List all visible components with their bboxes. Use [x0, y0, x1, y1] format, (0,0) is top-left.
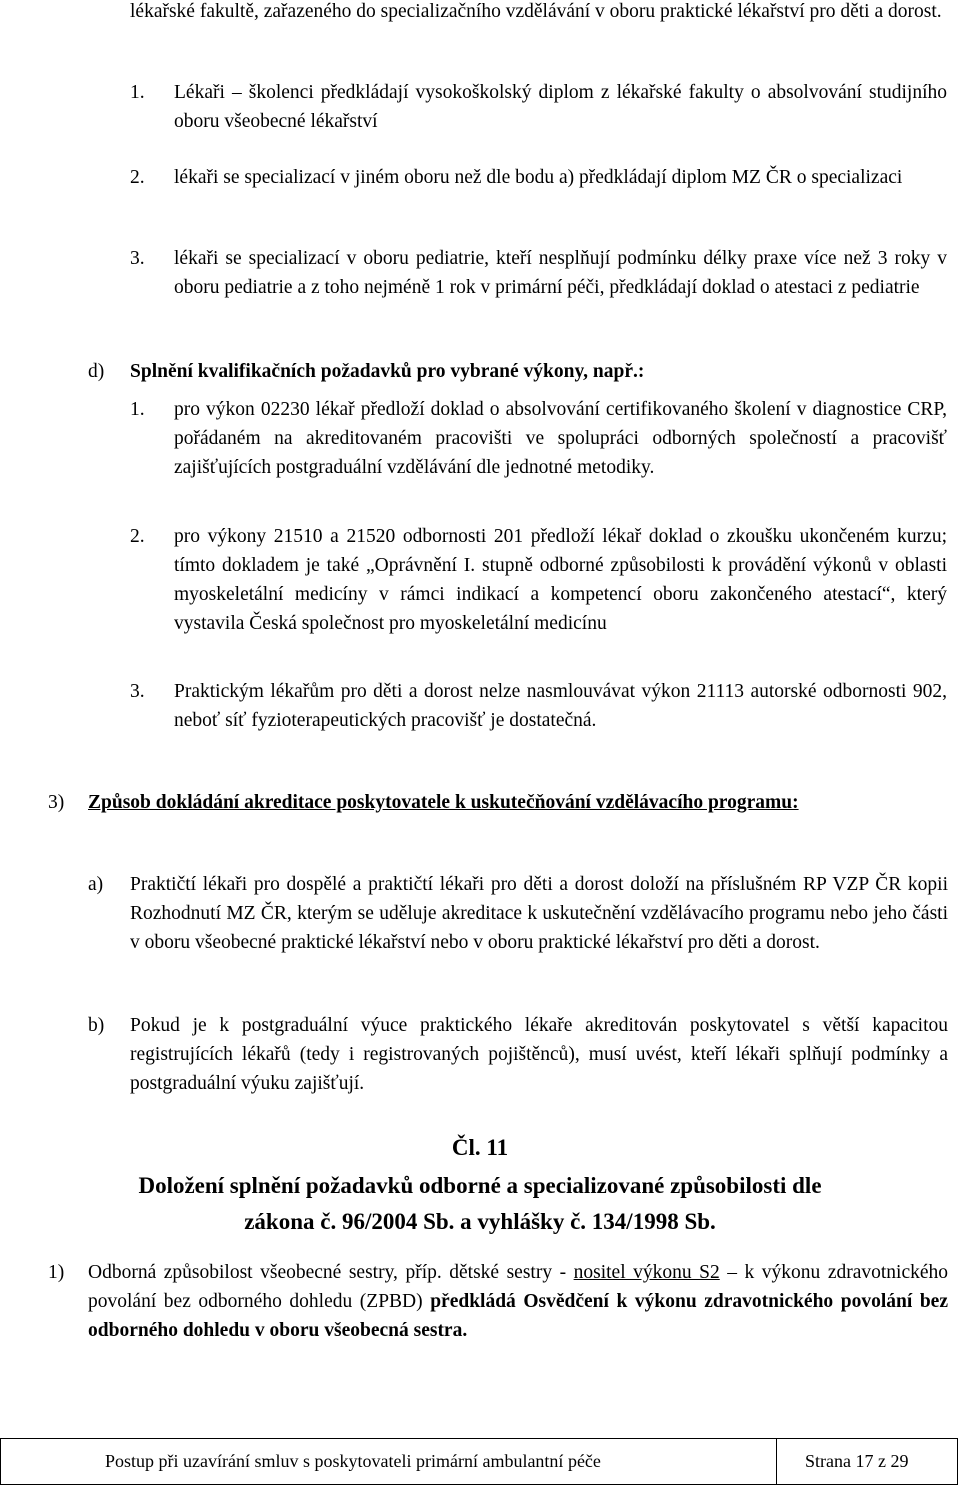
list-item: [130, 163, 947, 192]
list-text: Lékaři – školenci předkládají vysokoškolský diplom z lékařské fakulty o absolvování studijního oboru všeobecné lékařství: [174, 82, 947, 132]
list-item: [48, 1258, 948, 1345]
list-item: [130, 677, 947, 735]
list-item: [88, 1011, 948, 1098]
item-number: 1): [48, 1262, 65, 1283]
list-number: 2.: [130, 167, 145, 188]
list-text: lékaři se specializací v oboru pediatrie, kteří nesplňují podmínku délky praxe více než 3 roky v oboru pediatrie a z toho nejméně 1 rok v primární péči, předkládají doklad o atestaci z pediatrie: [174, 248, 947, 298]
list-text: Praktickým lékařům pro děti a dorost nelze nasmlouvávat výkon 21113 autorské odbornosti 902, neboť síť fyzioterapeutických pracovišť je dostatečná.: [174, 681, 947, 731]
section-3-heading: [48, 788, 948, 817]
list-item: [130, 78, 947, 136]
item-label: a): [88, 874, 104, 895]
list-text: pro výkony 21510 a 21520 odbornosti 201 předloží lékař doklad o zkoušku ukončeném kurzu; tímto dokladem je také „Oprávnění I. stupně odborné způsobilosti k provádění výkonů v oblasti myoskeletální medicíny v rámci indikací a kompetencí oboru zakončeného atestací“, který vystavila Česká společnost pro myoskeletální medicínu: [174, 526, 947, 634]
list-item: [130, 395, 947, 482]
bold-requirement: předkládá Osvědčení k výkonu zdravotnického povolání bez odborného dohledu v oboru všeobecná sestra.: [88, 1291, 948, 1341]
list-number: 3.: [130, 248, 145, 269]
page-footer: [0, 1438, 958, 1485]
section-heading: Splnění kvalifikačních požadavků pro vybrané výkony, např.:: [130, 361, 645, 382]
item-text: [88, 1258, 948, 1345]
list-number: 3.: [130, 681, 145, 702]
item-text: Pokud je k postgraduální výuce praktického lékaře akreditován poskytovatel s větší kapacitou registrujících lékařů (tedy i registrovaných pojištěnců), musí uvést, kteří lékaři splňují podmínky a postgraduální výuku zajišťují.: [130, 1015, 948, 1094]
item-text: Praktičtí lékaři pro dospělé a praktičtí lékaři pro děti a dorost doloží na příslušném RP VZP ČR kopii Rozhodnutí MZ ČR, kterým se uděluje akreditace k uskutečnění vzdělávacího programu nebo jeho části v oboru všeobecné praktické lékařství nebo v oboru praktické lékařství pro děti a dorost.: [130, 874, 948, 953]
article-number: [0, 1132, 960, 1164]
continuation-text: lékařské fakultě, zařazeného do specializačního vzdělávání v oboru praktické lékařství pro děti a dorost.: [130, 1, 942, 22]
footer-title: Postup při uzavírání smluv s poskytovateli primární ambulantní péče: [1, 1439, 777, 1484]
list-item: [130, 522, 947, 638]
article-title-line1: Doložení splnění požadavků odborné a specializované způsobilosti dle: [138, 1173, 822, 1198]
list-number: 2.: [130, 526, 145, 547]
continuation-paragraph: [130, 0, 947, 26]
list-item: [130, 244, 947, 302]
section-heading: Způsob dokládání akreditace poskytovatele k uskutečňování vzdělávacího programu:: [88, 792, 799, 813]
footer-page-number: Strana 17 z 29: [805, 1451, 909, 1471]
item-text-part: – k výkonu zdravotnického povolání bez odborného dohledu (ZPBD): [88, 1262, 949, 1312]
underlined-term: nositel výkonu S2: [573, 1262, 720, 1283]
item-label: b): [88, 1015, 105, 1036]
list-text: lékaři se specializací v jiném oboru než dle bodu a) předkládají diplom MZ ČR o specializaci: [174, 167, 903, 188]
list-text: pro výkon 02230 lékař předloží doklad o absolvování certifikovaného školení v diagnostice CRP, pořádaném na akreditovaném pracovišti ve spolupráci odborných společností a pracovišť zajišťujících postgraduální vzdělávání dle jednotné metodiky.: [174, 399, 947, 478]
list-number: 1.: [130, 399, 145, 420]
section-label: d): [88, 361, 105, 382]
list-number: 1.: [130, 82, 145, 103]
article-title: [0, 1168, 960, 1240]
article-number-text: Čl. 11: [451, 1135, 509, 1160]
article-title-line2: zákona č. 96/2004 Sb. a vyhlášky č. 134/1998 Sb.: [244, 1209, 716, 1234]
section-number: 3): [48, 792, 65, 813]
list-item: [88, 870, 948, 957]
item-text-part: Odborná způsobilost všeobecné sestry, příp. dětské sestry -: [88, 1262, 574, 1283]
